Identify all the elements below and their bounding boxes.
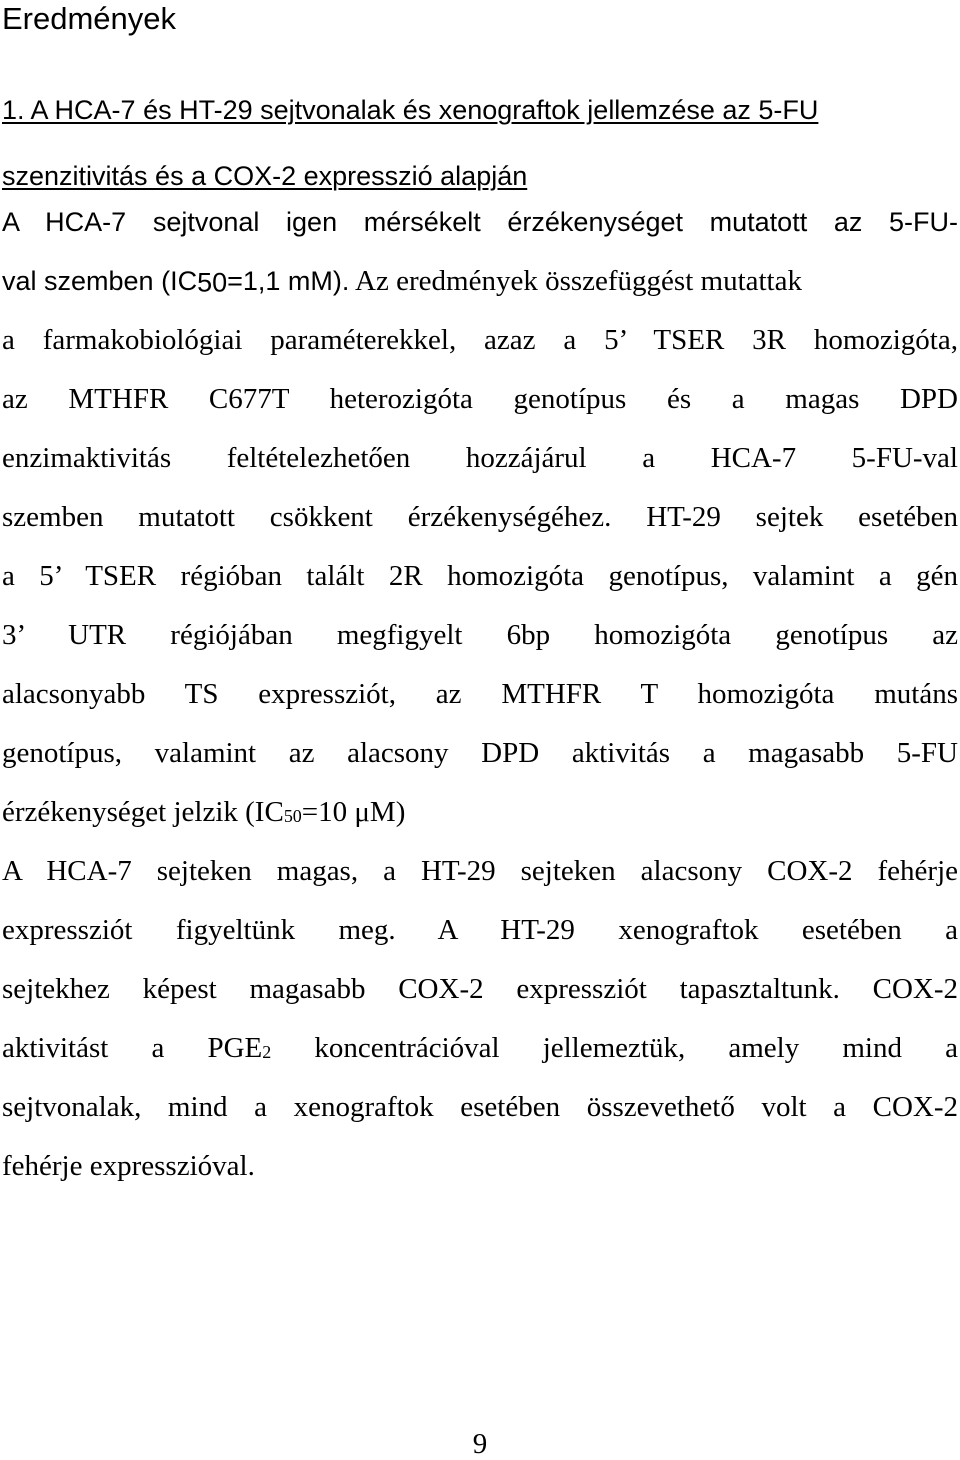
paragraph-1-line-9: alacsonyabb TS expressziót, az MTHFR T homozigóta mutáns bbox=[2, 678, 958, 710]
paragraph-2-line-5: sejtvonalak, mind a xenograftok esetében összevethető volt a COX-2 bbox=[2, 1091, 958, 1123]
paragraph-2-line-1: A HCA-7 sejteken magas, a HT-29 sejteken alacsony COX-2 fehérje bbox=[2, 855, 958, 887]
paragraph-1-sans bbox=[2, 193, 958, 252]
paragraph-1-line-1: A HCA-7 sejtvonal igen mérsékelt érzékenységet mutatott az 5-FU- bbox=[2, 207, 958, 237]
paragraph-1-line-2-part-c: Az eredmények összefüggést mutattak bbox=[349, 265, 802, 297]
paragraph-1-body bbox=[2, 311, 958, 842]
paragraph-1-line-4: az MTHFR C677T heterozigóta genotípus és a magas DPD bbox=[2, 383, 958, 415]
paragraph-2-line-4-part-b: koncentrációval jellemeztük, amely mind a bbox=[271, 1032, 958, 1064]
paragraph-1-line-11 bbox=[2, 783, 958, 842]
paragraph-1-line-11-part-b: =10 μM) bbox=[301, 796, 406, 828]
paragraph-2-line-4-part-a: aktivitást a PGE bbox=[2, 1032, 263, 1064]
paragraph-1-mixed bbox=[2, 252, 958, 311]
paragraph-1-line-2 bbox=[2, 252, 958, 311]
paragraph-1-line-5: enzimaktivitás feltételezhetően hozzájárul a HCA-7 5-FU-val bbox=[2, 442, 958, 474]
paragraph-2-line-3: sejtekhez képest magasabb COX-2 expressziót tapasztaltunk. COX-2 bbox=[2, 973, 958, 1005]
paragraph-2-line-2: expressziót figyeltünk meg. A HT-29 xenograftok esetében a bbox=[2, 914, 958, 946]
paragraph-1-line-3: a farmakobiológiai paraméterekkel, azaz a 5’ TSER 3R homozigóta, bbox=[2, 324, 958, 356]
paragraph-1-line-2-part-b: =1,1 mM). bbox=[227, 266, 350, 296]
paragraph-2-line-6: fehérje expresszióval. bbox=[2, 1150, 255, 1182]
ic50-subscript: 50 bbox=[197, 267, 228, 298]
ic50-subscript-2: 50 bbox=[283, 805, 302, 826]
section-title-line-1: 1. A HCA-7 és HT-29 sejtvonalak és xenograftok jellemzése az 5-FU bbox=[2, 95, 819, 125]
paragraph-1-line-8: 3’ UTR régiójában megfigyelt 6bp homozigóta genotípus az bbox=[2, 619, 958, 651]
paragraph-1-line-10: genotípus, valamint az alacsony DPD aktivitás a magasabb 5-FU bbox=[2, 737, 958, 769]
section-title bbox=[2, 77, 958, 209]
paragraph-1-line-2-part-a: val szemben (IC bbox=[2, 266, 198, 296]
paragraph-1-line-11-part-a: érzékenységet jelzik (IC bbox=[2, 796, 284, 828]
paragraph-1-line-6: szemben mutatott csökkent érzékenységéhez. HT-29 sejtek esetében bbox=[2, 501, 958, 533]
paragraph-2-line-4 bbox=[2, 1019, 958, 1078]
page-number: 9 bbox=[472, 1428, 488, 1460]
paragraph-2-body bbox=[2, 842, 958, 1196]
page-heading: Eredmények bbox=[2, 1, 177, 36]
pge2-subscript: 2 bbox=[262, 1041, 272, 1062]
section-title-line-2: szenzitivitás és a COX-2 expresszió alapján bbox=[2, 161, 528, 191]
paragraph-1-line-7: a 5’ TSER régióban talált 2R homozigóta genotípus, valamint a gén bbox=[2, 560, 958, 592]
